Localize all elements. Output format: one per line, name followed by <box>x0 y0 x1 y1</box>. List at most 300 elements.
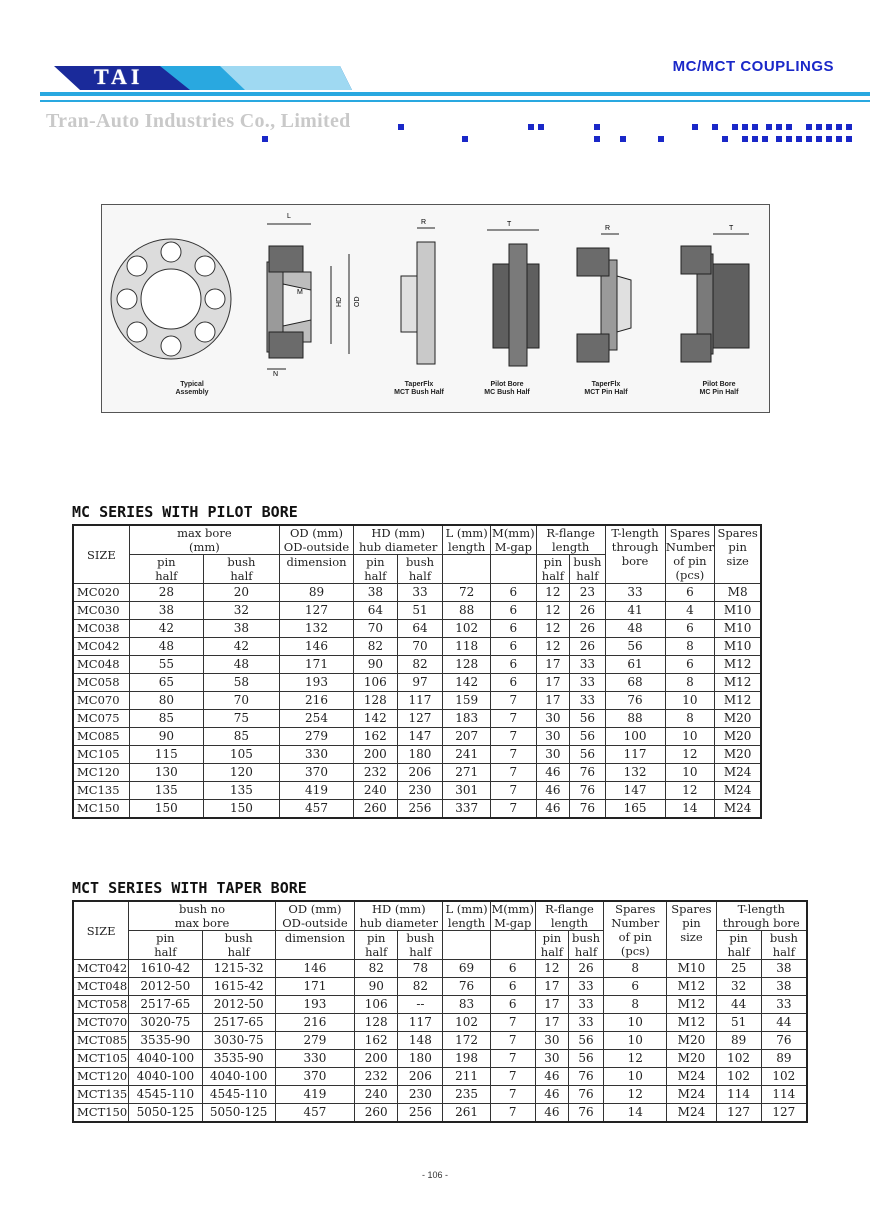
table-cell: 17 <box>536 674 569 692</box>
table-cell: 46 <box>536 764 569 782</box>
table-cell: 135 <box>129 782 203 800</box>
table-cell: 120 <box>203 764 279 782</box>
table-cell: 70 <box>203 692 279 710</box>
size-cell: MCT105 <box>73 1050 129 1068</box>
table-cell: 235 <box>443 1086 490 1104</box>
col-hd: HD (mm) hub diameter <box>355 901 443 931</box>
table-cell: 7 <box>491 692 537 710</box>
col-size: SIZE <box>73 901 129 960</box>
table-cell: 76 <box>568 1104 603 1123</box>
table-cell: 65 <box>129 674 203 692</box>
col-bush-no: bush no max bore <box>129 901 276 931</box>
decorative-square <box>528 124 534 130</box>
col-max-bore: max bore (mm) <box>129 525 279 555</box>
table-cell: 206 <box>398 1068 443 1086</box>
table-cell: 30 <box>536 746 569 764</box>
size-cell: MC030 <box>73 602 129 620</box>
table-cell: 128 <box>354 692 398 710</box>
table-cell: 2012-50 <box>129 978 202 996</box>
table-cell: 89 <box>279 584 353 602</box>
decorative-square <box>836 124 842 130</box>
table-cell: 17 <box>536 692 569 710</box>
table-cell: 82 <box>355 960 398 978</box>
table-row <box>73 1068 807 1086</box>
table-cell: 33 <box>397 584 443 602</box>
table-cell: 76 <box>568 1086 603 1104</box>
table-cell: 33 <box>568 1014 603 1032</box>
table-cell: 10 <box>665 692 715 710</box>
page-number: - 106 - <box>421 1170 448 1180</box>
table-cell: 51 <box>397 602 443 620</box>
table-cell: 46 <box>535 1104 568 1123</box>
table-cell: 271 <box>443 764 491 782</box>
table-cell: 172 <box>443 1032 490 1050</box>
table-cell: 26 <box>568 960 603 978</box>
table-cell: 193 <box>279 674 353 692</box>
size-cell: MCT135 <box>73 1086 129 1104</box>
decorative-square <box>826 136 832 142</box>
logo <box>94 66 170 88</box>
table-cell: 106 <box>354 674 398 692</box>
decorative-square <box>732 124 738 130</box>
decorative-square <box>776 124 782 130</box>
table-cell: 216 <box>279 692 353 710</box>
table-cell: 12 <box>665 782 715 800</box>
table-cell: 12 <box>604 1086 667 1104</box>
table-cell: 8 <box>604 996 667 1014</box>
col-spares-pin-size: Spares pin size <box>667 901 716 960</box>
table-cell: 90 <box>129 728 203 746</box>
table-cell: 4040-100 <box>129 1050 202 1068</box>
table-cell: 162 <box>355 1032 398 1050</box>
table-row <box>73 764 761 782</box>
table-cell: 80 <box>129 692 203 710</box>
table-cell: 88 <box>605 710 665 728</box>
table-cell: 42 <box>129 620 203 638</box>
table-cell: 56 <box>568 1032 603 1050</box>
table-cell: 12 <box>604 1050 667 1068</box>
col-t-length: T-length through bore <box>716 901 807 931</box>
col-hd-bush: bush half <box>397 555 443 584</box>
col-m-blank <box>491 555 537 584</box>
col-m: M(mm) M-gap <box>491 902 535 930</box>
table-cell: M20 <box>667 1050 716 1068</box>
size-cell: MC020 <box>73 584 129 602</box>
size-cell: MC135 <box>73 782 129 800</box>
decorative-square <box>796 136 802 142</box>
table-row <box>73 710 761 728</box>
decorative-square <box>806 124 812 130</box>
table-cell: 76 <box>761 1032 807 1050</box>
table-cell: 7 <box>491 710 537 728</box>
table-cell: 114 <box>716 1086 761 1104</box>
size-cell: MC048 <box>73 656 129 674</box>
dim-r-1: R <box>421 219 427 226</box>
table-cell: 193 <box>275 996 354 1014</box>
table-cell: 301 <box>443 782 491 800</box>
table-cell: 10 <box>604 1068 667 1086</box>
col-spares-pin-size: Spares pin size <box>715 525 761 584</box>
table-cell: 33 <box>568 978 603 996</box>
table-row <box>73 746 761 764</box>
decorative-square <box>846 124 852 130</box>
table-cell: 48 <box>129 638 203 656</box>
size-cell: MCT150 <box>73 1104 129 1123</box>
size-cell: MCT058 <box>73 996 129 1014</box>
table-cell: 7 <box>490 1086 535 1104</box>
dim-hd: HD <box>336 296 343 307</box>
table-cell: 6 <box>491 674 537 692</box>
table-cell: M20 <box>715 710 761 728</box>
table-cell: 102 <box>443 620 491 638</box>
table-cell: 38 <box>129 602 203 620</box>
table-cell: 147 <box>605 782 665 800</box>
decorative-square <box>816 136 822 142</box>
table-cell: 76 <box>570 764 606 782</box>
table-cell: 1610-42 <box>129 960 202 978</box>
table-cell: 240 <box>355 1086 398 1104</box>
table-cell: 106 <box>355 996 398 1014</box>
table-cell: 4040-100 <box>202 1068 275 1086</box>
table-cell: 38 <box>203 620 279 638</box>
table-cell: 330 <box>279 746 353 764</box>
col-t-length: T-length through bore <box>605 525 665 584</box>
table-cell: 89 <box>716 1032 761 1050</box>
col-l-blank <box>443 555 491 584</box>
decorative-square <box>658 136 664 142</box>
table-cell: M24 <box>667 1104 716 1123</box>
table-cell: 76 <box>570 800 606 819</box>
table-cell: 6 <box>665 584 715 602</box>
size-cell: MC120 <box>73 764 129 782</box>
table-cell: 44 <box>716 996 761 1014</box>
table-cell: 114 <box>761 1086 807 1104</box>
col-hd-pin: pin half <box>354 555 398 584</box>
decorative-square <box>462 136 468 142</box>
decorative-square <box>712 124 718 130</box>
table-cell: 216 <box>275 1014 354 1032</box>
table-cell: 419 <box>275 1086 354 1104</box>
table-cell: 32 <box>203 602 279 620</box>
table-row <box>73 620 761 638</box>
col-bush-no-bush: bush half <box>202 931 275 960</box>
decorative-square <box>692 124 698 130</box>
table-cell: 12 <box>536 602 569 620</box>
table-cell: 90 <box>355 978 398 996</box>
table-cell: 46 <box>536 782 569 800</box>
table-cell: 6 <box>491 656 537 674</box>
table-cell: 25 <box>716 960 761 978</box>
table-cell: M12 <box>715 656 761 674</box>
table-cell: 4040-100 <box>129 1068 202 1086</box>
table-cell: 457 <box>279 800 353 819</box>
table-cell: 330 <box>275 1050 354 1068</box>
table-cell: 6 <box>665 620 715 638</box>
col-hd-pin: pin half <box>355 931 398 960</box>
table-cell: M10 <box>715 620 761 638</box>
table-cell: 58 <box>203 674 279 692</box>
table-cell: 46 <box>536 800 569 819</box>
table-cell: 33 <box>568 996 603 1014</box>
table-cell: 6 <box>490 978 535 996</box>
table-cell: 105 <box>203 746 279 764</box>
table-cell: 260 <box>354 800 398 819</box>
table-cell: M10 <box>667 960 716 978</box>
col-od: OD (mm) OD-outside <box>275 901 354 931</box>
table-cell: 150 <box>203 800 279 819</box>
table-cell: 337 <box>443 800 491 819</box>
table-cell: 2012-50 <box>202 996 275 1014</box>
table-cell: 128 <box>355 1014 398 1032</box>
decorative-square <box>786 136 792 142</box>
col-r-flange: R-flange length <box>535 901 603 931</box>
table-cell: 55 <box>129 656 203 674</box>
col-od-dimension: dimension <box>279 555 353 584</box>
col-l-blank <box>443 931 490 960</box>
mct-table <box>72 900 808 1123</box>
table-cell: 230 <box>397 782 443 800</box>
table-cell: 102 <box>716 1050 761 1068</box>
table-cell: 148 <box>398 1032 443 1050</box>
col-spares-number: Spares Number of pin (pcs) <box>665 526 714 582</box>
table-cell: 232 <box>354 764 398 782</box>
table-cell: 419 <box>279 782 353 800</box>
table-cell: 7 <box>491 800 537 819</box>
col-m: M(mm) M-gap <box>492 526 535 554</box>
decorative-square <box>538 124 544 130</box>
table-cell: 7 <box>490 1068 535 1086</box>
table-cell: 48 <box>203 656 279 674</box>
table-cell: 165 <box>605 800 665 819</box>
table-cell: 14 <box>665 800 715 819</box>
table-cell: 83 <box>443 996 490 1014</box>
table-cell: 240 <box>354 782 398 800</box>
table-cell: 200 <box>354 746 398 764</box>
table-cell: 7 <box>490 1032 535 1050</box>
caption-mc-pin-half: Pilot Bore MC Pin Half <box>699 381 739 396</box>
caption-mc-bush-half: Pilot Bore MC Bush Half <box>484 381 530 396</box>
table-cell: 159 <box>443 692 491 710</box>
table-cell: 46 <box>535 1068 568 1086</box>
col-t-bush: bush half <box>761 931 807 960</box>
table-cell: 117 <box>398 1014 443 1032</box>
table-cell: 10 <box>604 1032 667 1050</box>
table-row <box>73 674 761 692</box>
table-cell: 33 <box>570 656 606 674</box>
table-cell: 102 <box>443 1014 490 1032</box>
size-cell: MC150 <box>73 800 129 819</box>
decorative-square <box>762 136 768 142</box>
size-cell: MCT120 <box>73 1068 129 1086</box>
table-cell: 33 <box>605 584 665 602</box>
table-cell: 10 <box>604 1014 667 1032</box>
col-r-bush: bush half <box>570 555 606 584</box>
col-l: L (mm) length <box>443 525 491 555</box>
table-row <box>73 960 807 978</box>
table-cell: M10 <box>715 602 761 620</box>
size-cell: MCT085 <box>73 1032 129 1050</box>
table-cell: 3020-75 <box>129 1014 202 1032</box>
table-cell: 7 <box>491 728 537 746</box>
table-cell: 82 <box>354 638 398 656</box>
table-cell: 6 <box>490 960 535 978</box>
table-cell: 20 <box>203 584 279 602</box>
table-cell: 207 <box>443 728 491 746</box>
col-r-pin: pin half <box>535 931 568 960</box>
table-cell: 180 <box>398 1050 443 1068</box>
table-cell: 100 <box>605 728 665 746</box>
table-row <box>73 602 761 620</box>
table-cell: 26 <box>570 638 606 656</box>
table-cell: 33 <box>761 996 807 1014</box>
table-cell: 127 <box>761 1104 807 1123</box>
dim-r-2: R <box>605 225 611 232</box>
table-cell: 279 <box>275 1032 354 1050</box>
col-r-bush: bush half <box>568 931 603 960</box>
table-cell: 162 <box>354 728 398 746</box>
decorative-square <box>620 136 626 142</box>
table-cell: 256 <box>398 1104 443 1123</box>
table-cell: 17 <box>535 978 568 996</box>
table-cell: 198 <box>443 1050 490 1068</box>
table-cell: 3030-75 <box>202 1032 275 1050</box>
table-cell: 147 <box>397 728 443 746</box>
mc-table-title: MC SERIES WITH PILOT BORE <box>72 503 298 521</box>
table-cell: 6 <box>491 620 537 638</box>
table-cell: 12 <box>665 746 715 764</box>
table-cell: 17 <box>535 1014 568 1032</box>
table-cell: 142 <box>354 710 398 728</box>
table-cell: 72 <box>443 584 491 602</box>
table-cell: 130 <box>129 764 203 782</box>
size-cell: MC075 <box>73 710 129 728</box>
table-cell: 8 <box>604 960 667 978</box>
table-cell: 8 <box>665 674 715 692</box>
table-cell: 10 <box>665 728 715 746</box>
table-cell: 102 <box>716 1068 761 1086</box>
table-cell: 26 <box>570 602 606 620</box>
table-cell: M12 <box>715 692 761 710</box>
size-cell: MC058 <box>73 674 129 692</box>
decorative-square <box>806 136 812 142</box>
table-cell: 127 <box>279 602 353 620</box>
table-cell: 82 <box>398 978 443 996</box>
table-cell: 28 <box>129 584 203 602</box>
table-cell: 30 <box>536 710 569 728</box>
table-cell: 68 <box>605 674 665 692</box>
table-cell: 230 <box>398 1086 443 1104</box>
table-cell: 76 <box>443 978 490 996</box>
col-od: OD (mm) OD-outside <box>279 525 353 555</box>
table-row <box>73 1032 807 1050</box>
col-bush-no-pin: pin half <box>129 931 202 960</box>
table-cell: 115 <box>129 746 203 764</box>
decorative-square <box>836 136 842 142</box>
table-cell: 56 <box>570 710 606 728</box>
table-cell: M8 <box>715 584 761 602</box>
table-cell: 69 <box>443 960 490 978</box>
company-name: Tran-Auto Industries Co., Limited <box>46 110 351 132</box>
size-cell: MC070 <box>73 692 129 710</box>
table-cell: 370 <box>279 764 353 782</box>
table-cell: 146 <box>279 638 353 656</box>
decorative-square <box>742 136 748 142</box>
table-cell: 3535-90 <box>129 1032 202 1050</box>
table-cell: 180 <box>397 746 443 764</box>
dim-t-1: T <box>507 221 512 228</box>
flange-front-view <box>111 239 231 359</box>
col-max-bore-pin: pin half <box>129 555 203 584</box>
dim-od: OD <box>354 296 361 307</box>
table-row <box>73 656 761 674</box>
mct-table-title: MCT SERIES WITH TAPER BORE <box>72 879 307 897</box>
table-cell: 44 <box>761 1014 807 1032</box>
table-row <box>73 638 761 656</box>
table-cell: 90 <box>354 656 398 674</box>
table-cell: 33 <box>570 674 606 692</box>
caption-typical-assembly: Typical Assembly <box>175 381 209 396</box>
col-l: L (mm) length <box>443 901 490 931</box>
table-cell: 183 <box>443 710 491 728</box>
table-cell: 132 <box>605 764 665 782</box>
table-cell: 12 <box>536 584 569 602</box>
table-cell: 7 <box>491 782 537 800</box>
table-row <box>73 1050 807 1068</box>
table-row <box>73 728 761 746</box>
table-cell: 85 <box>203 728 279 746</box>
table-cell: 2517-65 <box>129 996 202 1014</box>
col-hd-bush: bush half <box>398 931 443 960</box>
table-cell: 41 <box>605 602 665 620</box>
table-row <box>73 996 807 1014</box>
table-cell: 56 <box>570 746 606 764</box>
table-cell: M24 <box>715 800 761 819</box>
table-cell: 6 <box>491 602 537 620</box>
table-cell: 211 <box>443 1068 490 1086</box>
col-od-dimension: dimension <box>275 931 354 960</box>
table-cell: 3535-90 <box>202 1050 275 1068</box>
size-cell: MC038 <box>73 620 129 638</box>
caption-mct-bush-half: TaperFlx MCT Bush Half <box>394 381 444 396</box>
table-cell: 7 <box>490 1014 535 1032</box>
table-cell: 8 <box>665 638 715 656</box>
table-cell: M12 <box>667 996 716 1014</box>
table-cell: 30 <box>535 1050 568 1068</box>
table-cell: M20 <box>667 1032 716 1050</box>
table-cell: 6 <box>490 996 535 1014</box>
decorative-square <box>594 124 600 130</box>
size-cell: MC042 <box>73 638 129 656</box>
mc-table <box>72 524 762 819</box>
table-cell: 2517-65 <box>202 1014 275 1032</box>
table-row <box>73 800 761 819</box>
table-cell: 38 <box>761 960 807 978</box>
table-cell: 56 <box>605 638 665 656</box>
table-cell: 200 <box>355 1050 398 1068</box>
table-cell: 171 <box>275 978 354 996</box>
table-cell: 48 <box>605 620 665 638</box>
dim-n: N <box>273 371 279 378</box>
table-cell: 10 <box>665 764 715 782</box>
decorative-square <box>262 136 268 142</box>
table-cell: 6 <box>491 584 537 602</box>
table-row <box>73 782 761 800</box>
table-cell: 85 <box>129 710 203 728</box>
table-cell: M12 <box>667 1014 716 1032</box>
decorative-square <box>826 124 832 130</box>
table-cell: 17 <box>536 656 569 674</box>
table-cell: M12 <box>667 978 716 996</box>
